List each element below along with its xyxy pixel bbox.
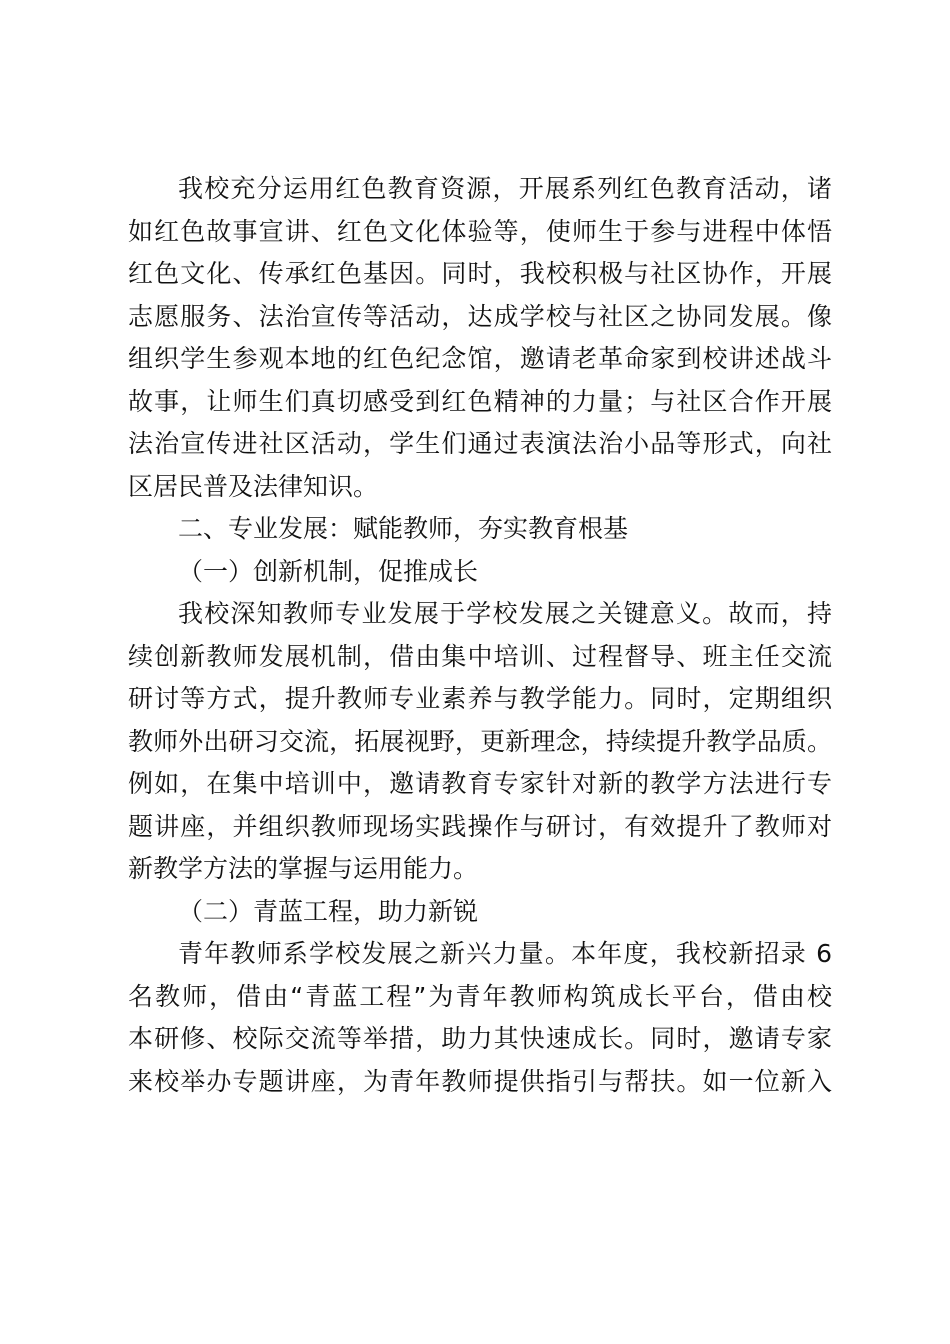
document-body [128,168,832,1103]
paragraph-line: 教师外出研习交流，拓展视野，更新理念，持续提升教学品质。 [128,726,832,756]
paragraph-line: 组织学生参观本地的红色纪念馆，邀请老革命家到校讲述战斗 [128,344,832,373]
section-heading [128,508,832,551]
paragraph-line: 区居民普及法律知识。 [128,471,379,501]
heading-text: （一）创新机制，促推成长 [178,556,479,586]
paragraph-line: 法治宣传进社区活动，学生们通过表演法治小品等形式，向社 [128,429,832,458]
body-paragraph [128,933,832,1103]
paragraph-line: 题讲座，并组织教师现场实践操作与研讨，有效提升了教师对 [128,811,832,841]
body-paragraph [128,168,832,508]
paragraph-line: 研讨等方式，提升教师专业素养与教学能力。同时，定期组织 [128,684,832,713]
paragraph-line: 红色文化、传承红色基因。同时，我校积极与社区协作，开展 [128,259,832,288]
paragraph-line: 来校举办专题讲座，为青年教师提供指引与帮扶。如一位新入 [128,1066,832,1096]
paragraph-line: 例如，在集中培训中，邀请教育专家针对新的教学方法进行专 [128,769,832,798]
paragraph-line: 如红色故事宣讲、红色文化体验等，使师生于参与进程中体悟 [128,216,832,246]
paragraph-line: 本研修、校际交流等举措，助力其快速成长。同时，邀请专家 [128,1024,832,1053]
paragraph-line: 名教师，借由“青蓝工程”为青年教师构筑成长平台，借由校 [128,981,832,1011]
paragraph-line: 青年教师系学校发展之新兴力量。本年度，我校新招录 6 [178,939,832,968]
section-heading [128,551,832,594]
paragraph-line: 志愿服务、法治宣传等活动，达成学校与社区之协同发展。像 [128,301,832,331]
paragraph-line: 我校充分运用红色教育资源，开展系列红色教育活动，诸 [178,174,832,203]
paragraph-line: 新教学方法的掌握与运用能力。 [128,854,479,883]
paragraph-line: 故事，让师生们真切感受到红色精神的力量；与社区合作开展 [128,386,832,416]
heading-text: 二、专业发展：赋能教师，夯实教育根基 [178,514,629,543]
section-heading [128,891,832,934]
heading-text: （二）青蓝工程，助力新锐 [178,896,479,926]
paragraph-line: 我校深知教师专业发展于学校发展之关键意义。故而，持 [178,599,832,628]
paragraph-line: 续创新教师发展机制，借由集中培训、过程督导、班主任交流 [128,641,832,671]
body-paragraph [128,593,832,891]
